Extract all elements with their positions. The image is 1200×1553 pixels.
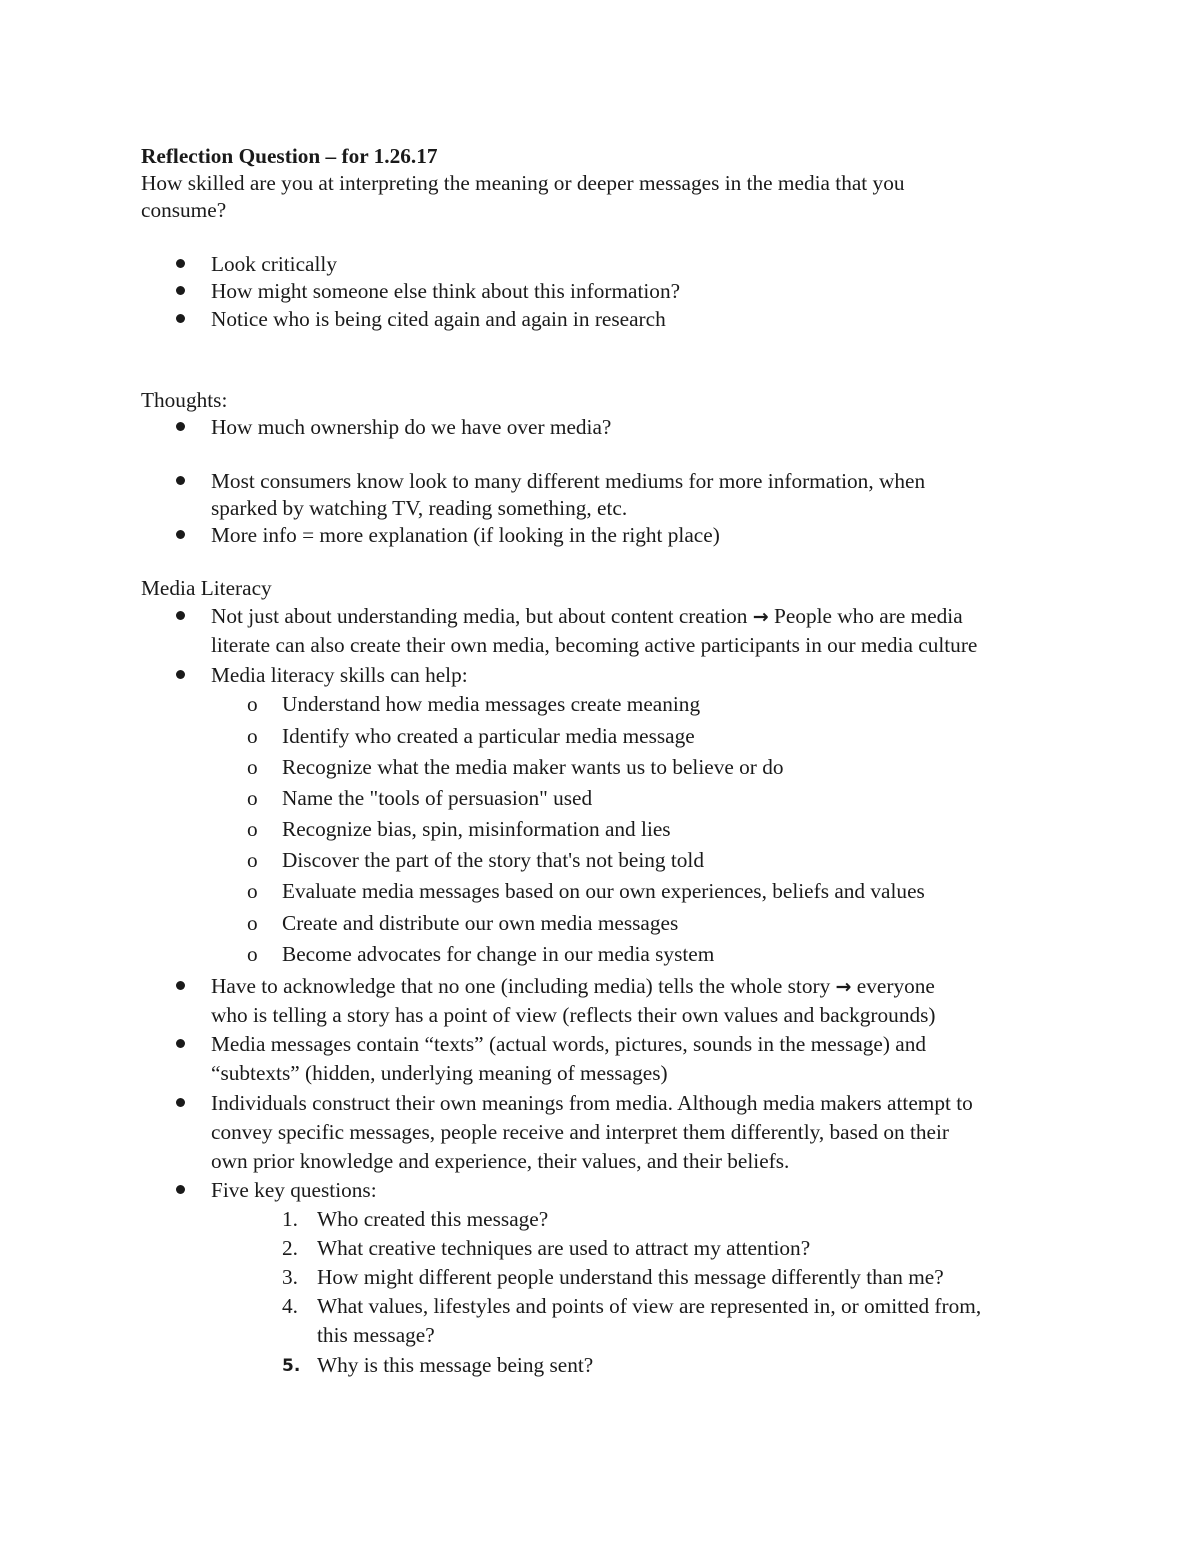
bullet-marker [176,1098,185,1107]
list-item: Most consumers know look to many different mediums for more information, when [211,469,926,493]
sub-list-item: Evaluate media messages based on our own experiences, beliefs and values [282,879,925,903]
key-question: How might different people understand this message differently than me? [317,1265,944,1289]
list-item-continuation: convey specific messages, people receive and interpret them differently, based on their [211,1120,949,1144]
key-question: Who created this message? [317,1207,549,1231]
right-arrow-icon: → [835,976,852,998]
list-item: Five key questions: [211,1178,377,1202]
list-item: Look critically [211,252,337,276]
bullet-marker [176,670,185,679]
sub-bullet-marker: o [247,755,258,779]
key-question: Why is this message being sent? [317,1353,594,1377]
sub-bullet-marker: o [247,848,258,872]
question-number: 2. [282,1236,298,1260]
bullet-marker [176,530,185,539]
question-number: 4. [282,1294,298,1318]
question-number: 5. [282,1356,301,1376]
right-arrow-icon: → [752,606,769,628]
list-item: Notice who is being cited again and again in research [211,307,666,331]
sub-bullet-marker: o [247,911,258,935]
list-item-continuation: “subtexts” (hidden, underlying meaning of messages) [211,1061,668,1085]
list-item-continuation: sparked by watching TV, reading something, etc. [211,496,628,520]
list-item: Media messages contain “texts” (actual words, pictures, sounds in the message) and [211,1032,927,1056]
sub-bullet-marker: o [247,942,258,966]
sub-list-item: Become advocates for change in our media system [282,942,715,966]
bullet-marker [176,476,185,485]
list-item: Media literacy skills can help: [211,663,468,687]
page-title: Reflection Question – for 1.26.17 [141,144,438,168]
question-text-line-2: consume? [141,198,227,222]
key-question: What values, lifestyles and points of view are represented in, or omitted from, [317,1294,982,1318]
sub-list-item: Recognize what the media maker wants us to believe or do [282,755,784,779]
sub-list-item: Discover the part of the story that's not being told [282,848,704,872]
bullet-marker [176,1039,185,1048]
bullet-marker [176,314,185,323]
list-item-continuation: who is telling a story has a point of view (reflects their own values and backgrounds) [211,1003,936,1027]
question-text-line-1: How skilled are you at interpreting the meaning or deeper messages in the media that you [141,171,905,195]
question-number: 1. [282,1207,298,1231]
media-literacy-heading: Media Literacy [141,576,272,600]
sub-bullet-marker: o [247,692,258,716]
list-item-text: People who are media [774,604,963,628]
sub-bullet-marker: o [247,879,258,903]
bullet-marker [176,1185,185,1194]
sub-bullet-marker: o [247,817,258,841]
sub-bullet-marker: o [247,786,258,810]
sub-list-item: Recognize bias, spin, misinformation and lies [282,817,671,841]
list-item [211,606,963,627]
list-item-continuation: literate can also create their own media, becoming active participants in our media culture [211,633,978,657]
sub-list-item: Name the "tools of persuasion" used [282,786,593,810]
list-item: How much ownership do we have over media? [211,415,612,439]
sub-bullet-marker: o [247,724,258,748]
bullet-marker [176,981,185,990]
key-question: What creative techniques are used to attract my attention? [317,1236,811,1260]
list-item-text: everyone [856,974,935,998]
bullet-marker [176,611,185,620]
key-question-continuation: this message? [317,1323,435,1347]
list-item-continuation: own prior knowledge and experience, their values, and their beliefs. [211,1149,790,1173]
question-number: 3. [282,1265,298,1289]
sub-list-item: Identify who created a particular media message [282,724,695,748]
sub-list-item: Understand how media messages create meaning [282,692,701,716]
bullet-marker [176,259,185,268]
sub-list-item: Create and distribute our own media messages [282,911,679,935]
list-item-text: Not just about understanding media, but about content creation [211,604,748,628]
list-item-text: Have to acknowledge that no one (including media) tells the whole story [211,974,831,998]
list-item: More info = more explanation (if looking in the right place) [211,523,720,547]
list-item: How might someone else think about this information? [211,279,681,303]
list-item: Individuals construct their own meanings from media. Although media makers attempt to [211,1091,973,1115]
list-item [211,976,935,997]
thoughts-heading: Thoughts: [141,388,228,412]
bullet-marker [176,422,185,431]
bullet-marker [176,286,185,295]
